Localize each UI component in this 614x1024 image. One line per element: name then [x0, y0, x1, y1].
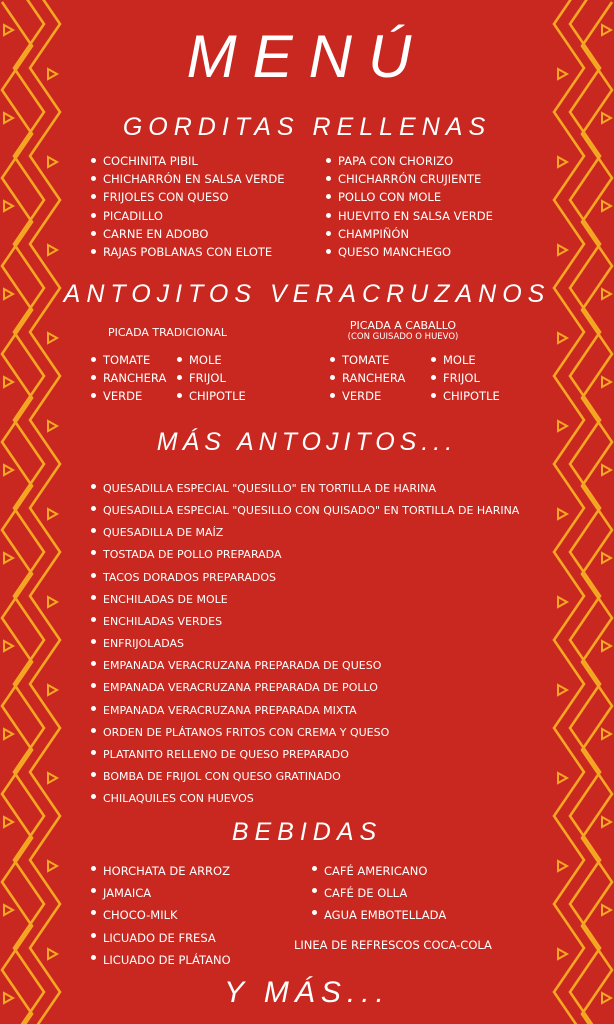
gorditas-left-list [90, 152, 285, 261]
list-item: EMPANADA VERACRUZANA PREPARADA DE QUESO [90, 655, 519, 677]
tradicional-col2 [176, 351, 246, 406]
triangle-mark [602, 201, 611, 211]
mas-antojitos-heading: MÁS ANTOJITOS... [156, 428, 458, 456]
list-item: MOLE [176, 351, 246, 369]
triangle-mark [558, 949, 567, 959]
caballo-col1 [329, 351, 405, 406]
right-zigzag-border [544, 0, 614, 1024]
list-item: HORCHATA DE ARROZ [90, 860, 231, 882]
triangle-mark [48, 773, 57, 783]
list-item: MOLE [430, 351, 500, 369]
list-item: QUESO MANCHEGO [325, 243, 493, 261]
triangle-mark [602, 465, 611, 475]
list-item: RANCHERA [329, 369, 405, 387]
picada-caballo-title: PICADA A CABALLO [349, 319, 457, 332]
antojitos-heading: ANTOJITOS VERACRUZANOS [63, 280, 551, 308]
list-item: POLLO CON MOLE [325, 188, 493, 206]
list-item: ORDEN DE PLÁTANOS FRITOS CON CREMA Y QUESO [90, 722, 519, 744]
list-item: EMPANADA VERACRUZANA PREPARADA MIXTA [90, 700, 519, 722]
zigzag-line [30, 0, 60, 1024]
list-item: AGUA EMBOTELLADA [311, 904, 446, 926]
triangle-mark [558, 861, 567, 871]
list-item: ENCHILADAS VERDES [90, 611, 519, 633]
list-item: CHICHARRÓN CRUJIENTE [325, 170, 493, 188]
list-item: CARNE EN ADOBO [90, 225, 285, 243]
list-item: QUESADILLA DE MAÍZ [90, 522, 519, 544]
list-item: COCHINITA PIBIL [90, 152, 285, 170]
bebidas-left-list [90, 860, 231, 971]
triangle-mark [4, 465, 13, 475]
triangle-mark [4, 201, 13, 211]
picada-tradicional-label: PICADA TRADICIONAL [108, 326, 228, 339]
list-item: LICUADO DE PLÁTANO [90, 949, 231, 971]
left-zigzag-border [0, 0, 70, 1024]
triangle-mark [602, 905, 611, 915]
list-item: ENFRIJOLADAS [90, 633, 519, 655]
list-item: CHIPOTLE [430, 387, 500, 405]
list-item: VERDE [90, 387, 166, 405]
triangle-mark [48, 333, 57, 343]
list-item: VERDE [329, 387, 405, 405]
caballo-col2 [430, 351, 500, 406]
list-item: PAPA CON CHORIZO [325, 152, 493, 170]
list-item: CHOCO-MILK [90, 904, 231, 926]
mas-antojitos-list [90, 478, 519, 810]
list-item: CAFÉ DE OLLA [311, 882, 446, 904]
list-item: TOMATE [329, 351, 405, 369]
list-item: LICUADO DE FRESA [90, 927, 231, 949]
list-item: FRIJOL [176, 369, 246, 387]
list-item: QUESADILLA ESPECIAL "QUESILLO CON QUISADO" EN TORTILLA DE HARINA [90, 500, 519, 522]
list-item: FRIJOLES CON QUESO [90, 188, 285, 206]
triangle-mark [4, 553, 13, 563]
triangle-mark [558, 773, 567, 783]
triangle-mark [4, 641, 13, 651]
triangle-mark [602, 377, 611, 387]
bebidas-heading: BEBIDAS [231, 818, 383, 846]
gorditas-right-list [325, 152, 493, 261]
triangle-mark [4, 377, 13, 387]
list-item: RANCHERA [90, 369, 166, 387]
triangle-mark [48, 949, 57, 959]
triangle-mark [558, 157, 567, 167]
triangle-mark [48, 861, 57, 871]
gorditas-heading: GORDITAS RELLENAS [122, 113, 492, 141]
triangle-mark [48, 245, 57, 255]
triangle-mark [4, 729, 13, 739]
triangle-mark [558, 245, 567, 255]
triangle-mark [48, 157, 57, 167]
triangle-mark [48, 685, 57, 695]
list-item: PICADILLO [90, 207, 285, 225]
list-item: FRIJOL [430, 369, 500, 387]
list-item: HUEVITO EN SALSA VERDE [325, 207, 493, 225]
triangle-mark [602, 553, 611, 563]
refrescos-line: LINEA DE REFRESCOS COCA-COLA [294, 938, 492, 952]
list-item: CHIPOTLE [176, 387, 246, 405]
list-item: RAJAS POBLANAS CON ELOTE [90, 243, 285, 261]
list-item: TOSTADA DE POLLO PREPARADA [90, 544, 519, 566]
y-mas-footer: Y MÁS... [224, 976, 390, 1009]
list-item: TOMATE [90, 351, 166, 369]
triangle-mark [48, 509, 57, 519]
list-item: BOMBA DE FRIJOL CON QUESO GRATINADO [90, 766, 519, 788]
list-item: ENCHILADAS DE MOLE [90, 589, 519, 611]
triangle-mark [558, 509, 567, 519]
triangle-mark [4, 905, 13, 915]
list-item: JAMAICA [90, 882, 231, 904]
list-item: CHICHARRÓN EN SALSA VERDE [90, 170, 285, 188]
picada-caballo-note: (CON GUISADO O HUEVO) [347, 332, 459, 342]
picada-caballo-label [338, 319, 468, 342]
triangle-mark [558, 333, 567, 343]
triangle-mark [558, 597, 567, 607]
list-item: CHILAQUILES CON HUEVOS [90, 788, 519, 810]
triangle-mark [602, 641, 611, 651]
list-item: QUESADILLA ESPECIAL "QUESILLO" EN TORTILLA DE HARINA [90, 478, 519, 500]
bebidas-right-list [311, 860, 446, 927]
triangle-mark [602, 729, 611, 739]
triangle-mark [48, 597, 57, 607]
list-item: CAFÉ AMERICANO [311, 860, 446, 882]
list-item: CHAMPIÑÓN [325, 225, 493, 243]
tradicional-col1 [90, 351, 166, 406]
list-item: PLATANITO RELLENO DE QUESO PREPARADO [90, 744, 519, 766]
list-item: TACOS DORADOS PREPARADOS [90, 567, 519, 589]
list-item: EMPANADA VERACRUZANA PREPARADA DE POLLO [90, 677, 519, 699]
menu-title: MENÚ [186, 23, 428, 90]
triangle-mark [558, 685, 567, 695]
